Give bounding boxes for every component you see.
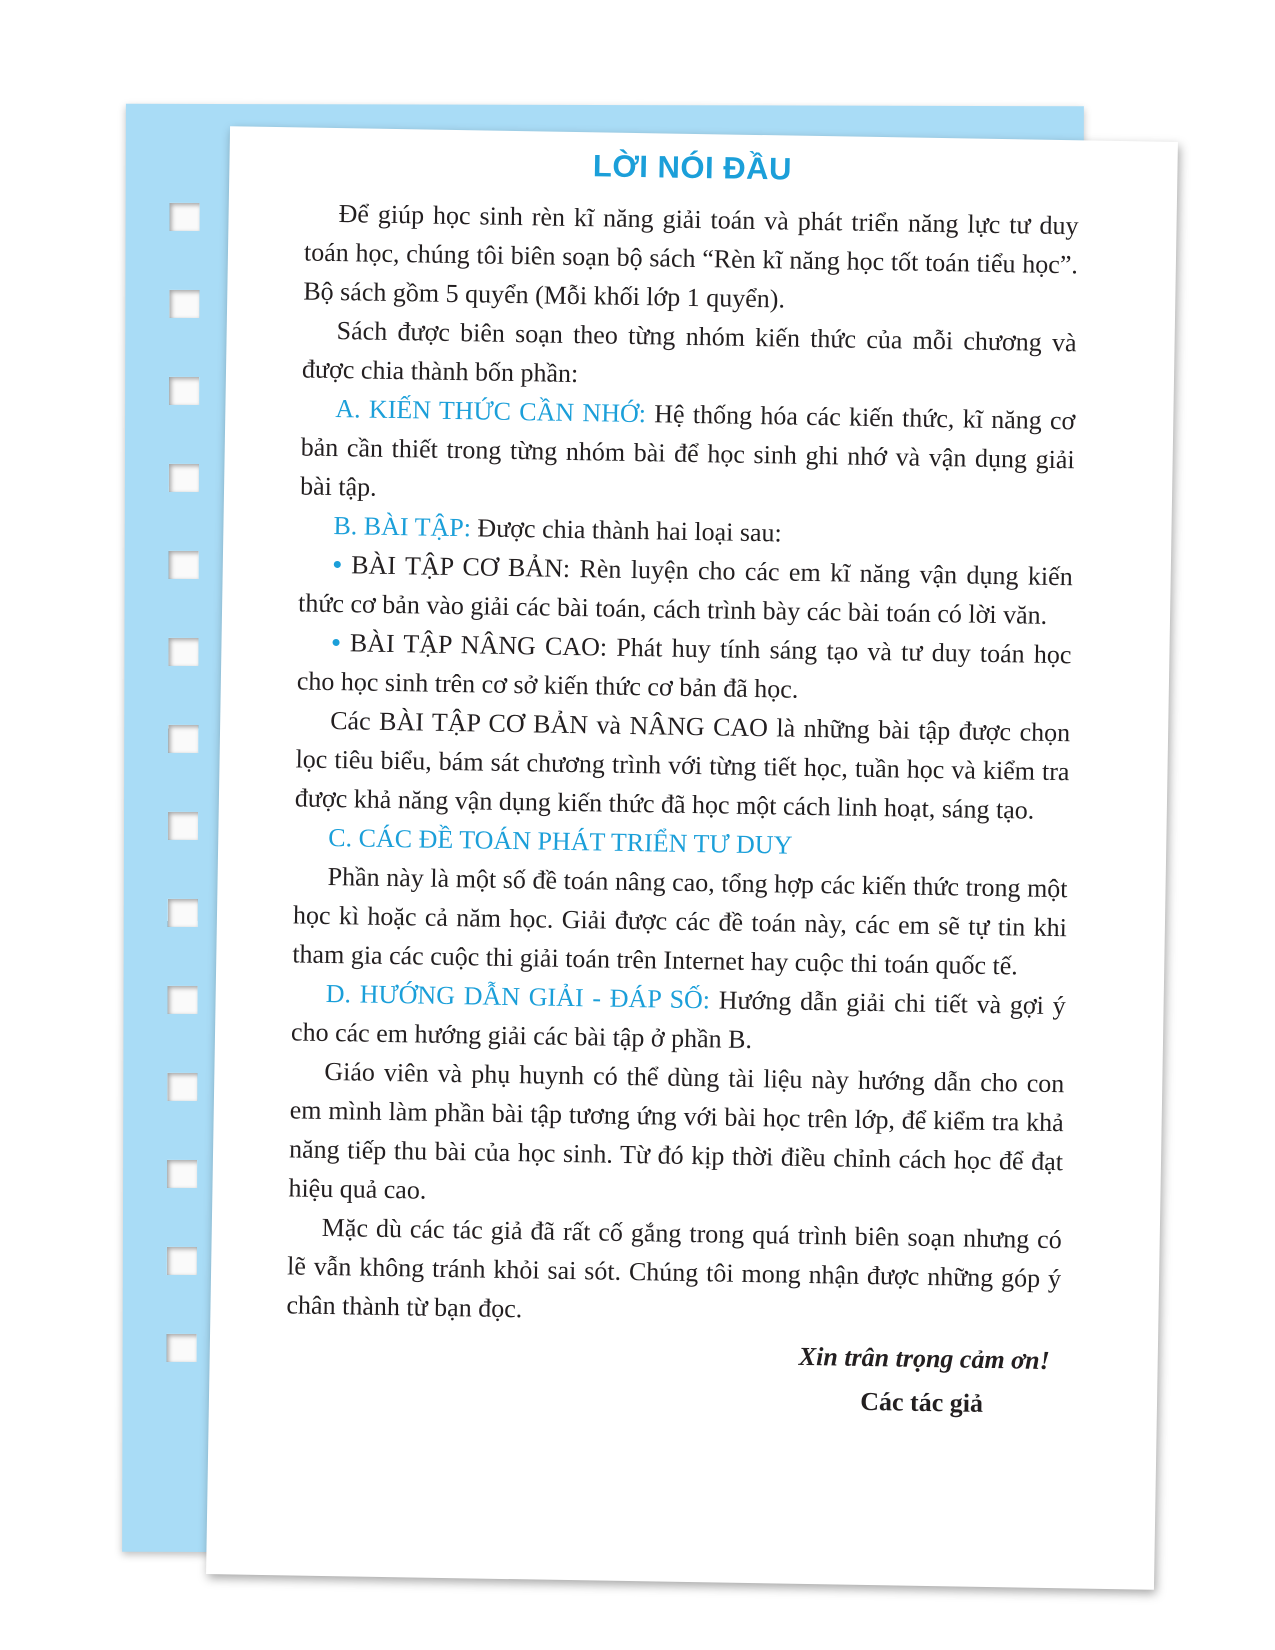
paragraph — [303, 193, 1079, 323]
paragraph-text: BÀI TẬP CƠ BẢN: Rèn luyện cho các em kĩ năng vận dụng kiến thức cơ bản vào giải các bài toán, cách trình bày các bài toán có lời văn. — [297, 550, 1073, 630]
page-title: LỜI NÓI ĐẦU — [592, 148, 793, 187]
punch-hole — [168, 725, 198, 753]
section-heading: C. CÁC ĐỀ TOÁN PHÁT TRIỂN TƯ DUY — [328, 822, 793, 860]
closing-line: Xin trân trọng cảm ơn! — [798, 1341, 1050, 1375]
paragraph — [295, 700, 1071, 830]
punch-hole — [169, 551, 199, 579]
punch-hole — [167, 1073, 197, 1101]
punch-hole — [167, 1334, 197, 1362]
section-heading: A. KIẾN THỨC CẦN NHỚ: — [335, 394, 647, 429]
punch-hole — [168, 812, 198, 840]
punch-hole — [168, 638, 198, 666]
paragraph-text: Sách được biên soạn theo từng nhóm kiến thức của mỗi chương và được chia thành bốn phần: — [301, 316, 1077, 389]
section-d — [291, 973, 1066, 1064]
punch-hole — [169, 377, 199, 405]
section-heading: D. HƯỚNG DẪN GIẢI - ĐÁP SỐ: — [325, 978, 711, 1015]
paragraph-text: Hướng dẫn giải chi tiết và gợi ý cho các em hướng giải các bài tập ở phần B. — [290, 985, 1066, 1055]
paragraph-text: Phần này là một số đề toán nâng cao, tổng hợp các kiến thức trong một học kì hoặc cả năm học. Giải được các đề toán này, các em sẽ tự tin khi tham gia các cuộc thi giải toán trên Internet hay cuộc thi toán quốc tế. — [292, 861, 1068, 981]
punch-hole — [167, 1247, 197, 1275]
paragraph — [302, 310, 1077, 401]
signature: Các tác giả — [860, 1386, 984, 1418]
punch-hole — [169, 464, 199, 492]
punch-hole — [167, 1160, 197, 1188]
punch-hole — [168, 899, 198, 927]
bullet-item — [298, 544, 1073, 635]
section-a — [300, 388, 1076, 518]
bullet-icon: • — [331, 627, 341, 658]
paragraph — [286, 1207, 1062, 1337]
bullet-icon: • — [332, 550, 343, 580]
preface-content — [285, 143, 1080, 1427]
paragraph-text: Để giúp học sinh rèn kĩ năng giải toán và phát triển năng lực tư duy toán học, chúng tôi biên soạn bộ sách “Rèn kĩ năng học tốt toán tiểu học”. Bộ sách gồm 5 quyển (Mỗi khối lớp 1 quyển). — [303, 199, 1079, 314]
bullet-item — [297, 622, 1072, 713]
paragraph-text: Giáo viên và phụ huynh có thể dùng tài liệu này hướng dẫn cho con em mình làm phần bài tập tương ứng với bài học trên lớp, để kiểm tra khả năng tiếp thu bài của học sinh. Từ đó kịp thời điều chỉnh cách học để đạt hiệu quả cao. — [288, 1056, 1065, 1205]
paragraph-text: Hệ thống hóa các kiến thức, kĩ năng cơ bản cần thiết trong từng nhóm bài để học sinh ghi nhớ và vận dụng giải bài tập. — [299, 399, 1076, 502]
paragraph-text: Mặc dù các tác giả đã rất cố gắng trong quá trình biên soạn nhưng có lẽ vẫn không tránh khỏi sai sót. Chúng tôi mong nhận được những góp ý chân thành từ bạn đọc. — [286, 1212, 1062, 1324]
paragraph — [292, 856, 1068, 986]
paragraph-text: Các BÀI TẬP CƠ BẢN và NÂNG CAO là những bài tập được chọn lọc tiêu biểu, bám sát chương trình với từng tiết học, tuần học và kiểm tra được khả năng vận dụng kiến thức đã học một cách linh hoạt, sáng tạo. — [294, 705, 1071, 825]
section-heading: B. BÀI TẬP: — [333, 511, 472, 543]
punch-hole — [170, 203, 200, 231]
paragraph-text: BÀI TẬP NÂNG CAO: Phát huy tính sáng tạo và tư duy toán học cho học sinh trên cơ sở kiến thức cơ bản đã học. — [296, 628, 1072, 704]
paragraph — [288, 1051, 1064, 1220]
front-sheet — [206, 126, 1178, 1590]
punch-hole — [168, 986, 198, 1014]
paragraph-text: Được chia thành hai loại sau: — [470, 513, 783, 548]
punch-hole — [169, 290, 199, 318]
